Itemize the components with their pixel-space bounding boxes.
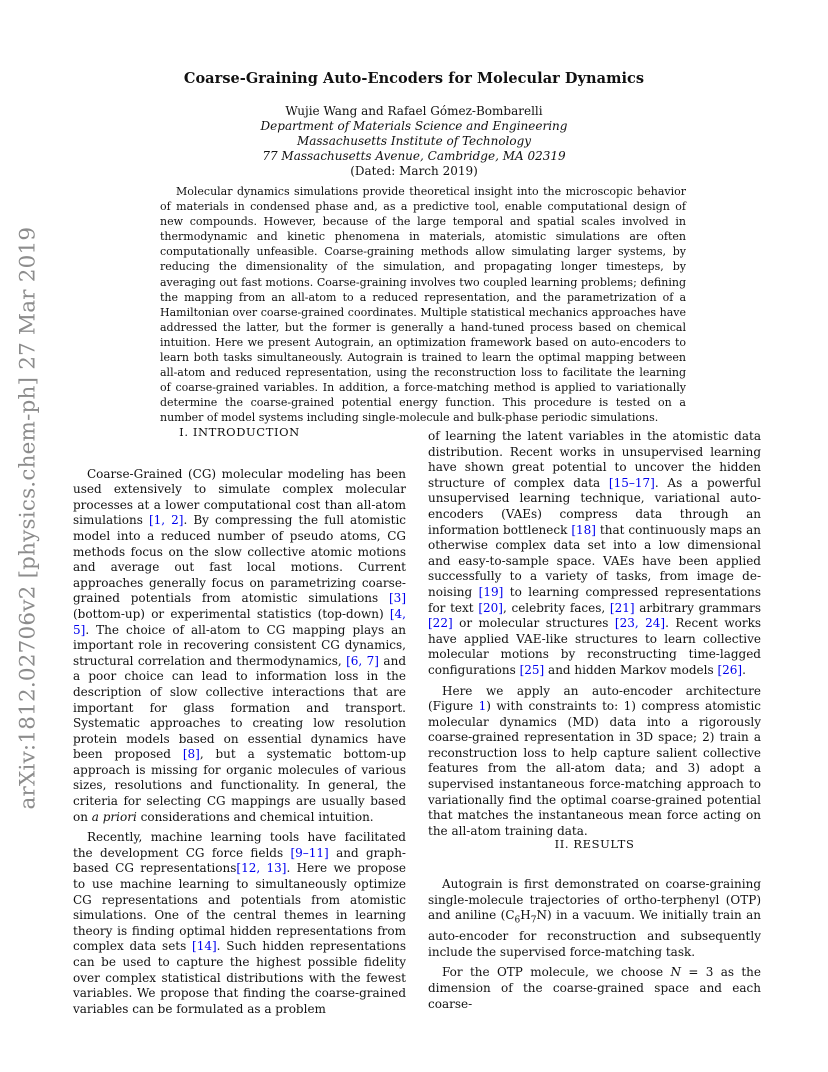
affiliation-address: 77 Massachusetts Avenue, Cambridge, MA 02319 [262, 149, 566, 163]
abstract: Molecular dynamics simulations provide theoretical insight into the microscopic behavior of materials in condensed phase and, as a predictive tool, enable computational design of new compounds. However, because of the large temporal and spatial scales involved in thermodynamic and kinetic phenomena in materials, atomistic simulations are often computationally unfeasible. Coarse-graining methods allow simulating larger systems, by reducing the dimensionality of the simulation, and propagating longer timesteps, by averaging out fast motions. Coarse-graining involves two coupled learning problems; defining the mapping from an all-atom to a reduced representation, and the parametrization of a Hamiltonian over coarse-grained coordinates. Multiple statistical mechanics approaches have addressed the latter, but the former is generally a hand-tuned process based on chemical intuition. Here we present Autograin, an optimization framework based on auto-encoders to learn both tasks simultaneously. Autograin is trained to learn the optimal mapping between all-atom and reduced representation, using the reconstruction loss to facilitate the learning of coarse-grained variables. In addition, a force-matching method is applied to variationally determine the coarse-grained potential energy function. This procedure is tested on a number of model systems including single-molecule and bulk-phase periodic simulations. [160, 185, 686, 425]
citation-link[interactable]: [25] [519, 662, 545, 677]
affiliation-department: Department of Materials Science and Engineering [260, 119, 568, 133]
citation-link[interactable]: [3] [389, 591, 406, 606]
affiliation-institute: Massachusetts Institute of Technology [296, 134, 532, 148]
author-block [0, 104, 828, 179]
intro-paragraph-2: Recently, machine learning tools have facilitated the development CG force fields [9–11] and graph-based CG representations[12, 13]. Here we propose to use machine learning to simultaneously optimize CG representations and potentials from atomistic simulations. One of the central themes in learning theory is finding optimal hidden representations from complex data sets [14]. Such hidden representations can be used to capture the highest possible fidelity over complex statistical distributions with the fewest variables. We propose that finding the coarse-grained variables can be formulated as a problem [73, 830, 407, 1016]
section-heading-introduction: I. INTRODUCTION [179, 425, 300, 439]
results-section [428, 837, 761, 1012]
results-paragraph-2: For the OTP molecule, we choose N = 3 as the dimension of the coarse-grained space and each coarse- [428, 965, 761, 1011]
citation-link[interactable]: [22] [428, 616, 453, 631]
citation-link[interactable]: [20] [478, 600, 503, 615]
arxiv-identifier-stamp: arXiv:1812.02706v2 [physics.chem-ph] 27 Mar 2019 [15, 226, 41, 810]
citation-link[interactable]: [26] [717, 662, 743, 677]
citation-link[interactable]: [14] [192, 939, 217, 954]
citation-link[interactable]: [9–11] [290, 845, 329, 860]
citation-link[interactable]: [4, 5] [73, 606, 406, 637]
citation-link[interactable]: [15–17] [608, 475, 655, 490]
citation-link[interactable]: [6, 7] [346, 653, 379, 668]
intro-paragraph-3: of learning the latent variables in the atomistic data distribution. Recent works in unsupervised learning have shown great potential to uncover the hidden structure of complex data [15–17]. As a powerful unsupervised learning technique, variational auto-encoders (VAEs) compress data through an information bottleneck [18] that continuously maps an otherwise complex data set into a low dimensional and easy-to-sample space. VAEs have been applied successfully to a variety of tasks, from image de-noising [19] to learning compressed representations for text [20], celebrity faces, [21] arbitrary grammars [22] or molecular structures [23, 24]. Recent works have applied VAE-like structures to learn collective molecular motions by reconstructing time-lagged configurations [25] and hidden Markov models [26]. [428, 429, 762, 677]
citation-link[interactable]: [21] [609, 600, 635, 615]
citation-link[interactable]: [19] [478, 584, 504, 599]
intro-paragraph-1: Coarse-Grained (CG) molecular modeling has been used extensively to simulate complex molecular processes at a lower computational cost than all-atom simulations [1, 2]. By compressing the full atomistic model into a reduced number of pseudo atoms, CG methods focus on the slow collective atomic motions and average out fast local motions. Current approaches generally focus on parametrizing coarse-grained potentials from atomistic simulations [3] (bottom-up) or experimental statistics (top-down) [4, 5]. The choice of all-atom to CG mapping plays an important role in recovering consistent CG dynamics, structural correlation and thermodynamics, [6, 7] and a poor choice can lead to information loss in the description of slow collective interactions that are important for glass formation and transport. Systematic approaches to creating low resolution protein models based on essential dynamics have been proposed [8], but a systematic bottom-up approach is missing for organic molecules of various sizes, resolutions and functionality. In general, the criteria for selecting CG mappings are usually based on a priori considerations and chemical intuition. [73, 466, 407, 824]
citation-link[interactable]: [23, 24] [614, 616, 666, 631]
paper-title: Coarse-Graining Auto-Encoders for Molecular Dynamics [183, 70, 645, 87]
author-names: Wujie Wang and Rafael Gómez-Bombarelli [285, 104, 543, 118]
citation-link[interactable]: [1, 2] [148, 513, 184, 528]
right-column [428, 429, 761, 839]
intro-paragraph-4: Here we apply an auto-encoder architecture (Figure 1) with constraints to: 1) compress atomistic molecular dynamics (MD) data into a rigorously coarse-grained representation in 3D space; 2) train a reconstruction loss to help capture salient collective features from the all-atom data; and 3) adopt a supervised instantaneous force-matching approach to variationally find the optimal coarse-grained potential that matches the instantaneous mean force acting on the all-atom training data. [428, 683, 761, 838]
figure-link[interactable]: 1 [478, 699, 487, 714]
left-column [73, 425, 406, 1017]
citation-link[interactable]: [8] [182, 747, 200, 762]
section-heading-results: II. RESULTS [554, 837, 635, 851]
citation-link[interactable]: [12, 13] [236, 861, 287, 876]
citation-link[interactable]: [18] [571, 522, 596, 537]
date-line: (Dated: March 2019) [350, 164, 478, 178]
results-paragraph-1: Autograin is first demonstrated on coarse-graining single-molecule trajectories of ortho-terphenyl (OTP) and aniline $(C_6H_7N)$ in a vacuum. We initially train an auto-encoder for reconstruction and subsequently include the supervised force-matching task. [428, 877, 761, 959]
